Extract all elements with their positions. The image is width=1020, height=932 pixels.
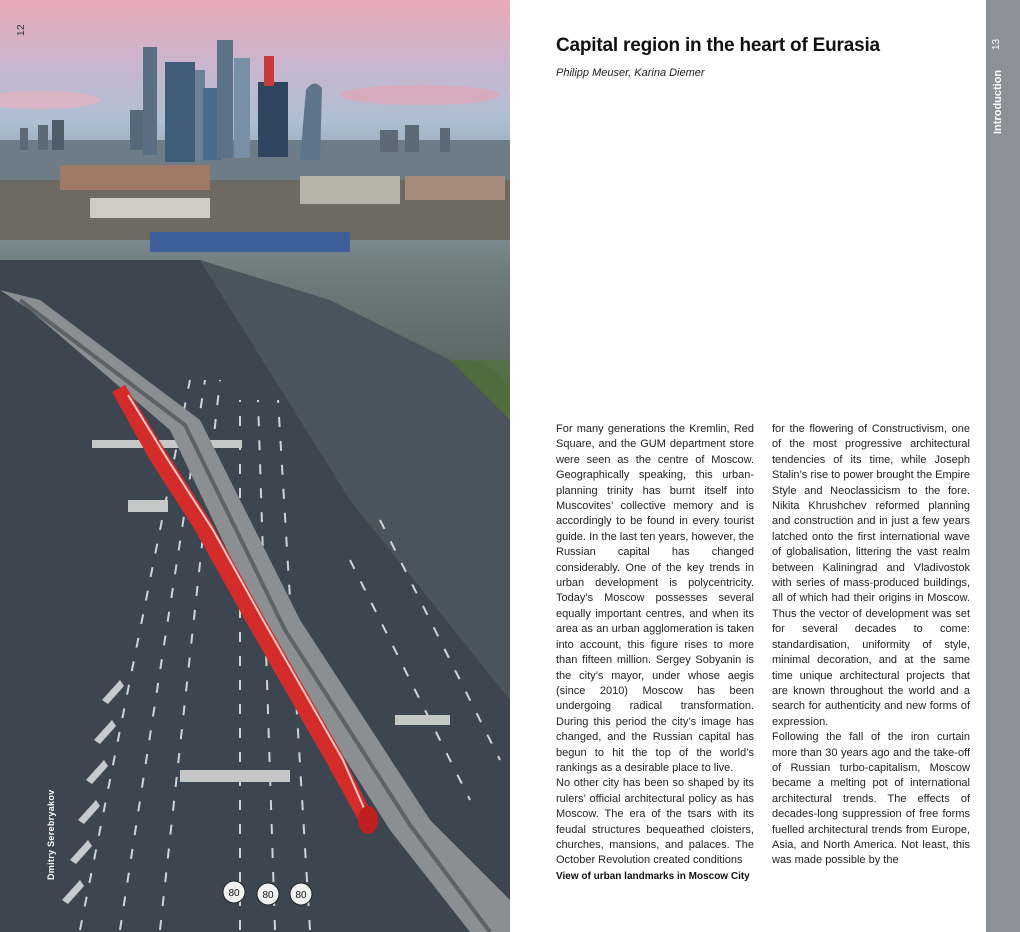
road-sign-speed-3: 80 bbox=[295, 890, 307, 901]
paragraph: No other city has been so shaped by its rulers’ official architectural policy as has Moscow. The era of the tsars with its feudal structures bequeathed cloisters, churches, mansions, and palaces. The October Revolution created conditions bbox=[556, 777, 754, 867]
page-number-right: 13 bbox=[991, 38, 1002, 50]
chapter-title: Capital region in the heart of Eurasia bbox=[556, 35, 880, 56]
paragraph: Following the fall of the iron curtain more than 30 years ago and the take-off of Russian turbo-capitalism, Moscow became a melting pot of international architectural trends. The effects of decades-long suppression of free forms fuelled architectural trends from Europe, Asia, and North America. Not least, this was made possible by the bbox=[772, 731, 970, 867]
road-sign-speed-2: 80 bbox=[262, 890, 274, 901]
photo-credit: Dmitry Serebryakov bbox=[46, 789, 56, 880]
page-number-left: 12 bbox=[16, 23, 27, 36]
paragraph: for the flowering of Constructivism, one of the most progressive architectural tendencies of its time, while Joseph Stalin’s rise to power brought the Empire Style and Neoclassicism to the fore. Nikita Khrushchev reformed planning and construction and in just a few years latched onto the first international wave of globalisation, littering the vast realm between Kaliningrad and Vladivostok with series of mass-produced buildings, all of which had their origins in Moscow. Thus the vector of development was set for several decades to come: standardisation, uniformity of style, minimal decoration, and at the same time unique architectural projects that are known throughout the world and a search for authenticity and new forms of expression. bbox=[772, 423, 970, 728]
section-label: Introduction bbox=[992, 69, 1004, 134]
section-tab bbox=[986, 0, 1020, 932]
photo-caption: View of urban landmarks in Moscow City bbox=[556, 871, 750, 882]
paragraph: For many generations the Kremlin, Red Square, and the GUM department store were seen as the centre of Moscow. Geographically speaking, this urban-planning trinity has burnt itself into Muscovites’ collective memory and is accordingly to be found in every tourist guide. In the last ten years, however, the Russian capital has changed considerably. One of the key trends in urban development is polycentricity. Today’s Moscow possesses several equally important centres, and when its area as an urban agglomeration is taken into account, this figure rises to more than fifteen million. Sergey Sobyanin is the city’s mayor, under whose aegis (since 2010) Moscow has been undergoing radical transformation. During this period the city’s image has changed, and the Russian capital has begun to hit the top of the world’s rankings as a desirable place to live. bbox=[556, 423, 754, 774]
text-column-right bbox=[772, 422, 970, 869]
road-sign-speed-1: 80 bbox=[228, 888, 240, 899]
text-column-left bbox=[556, 422, 754, 869]
chapter-authors: Philipp Meuser, Karina Diemer bbox=[556, 67, 705, 79]
